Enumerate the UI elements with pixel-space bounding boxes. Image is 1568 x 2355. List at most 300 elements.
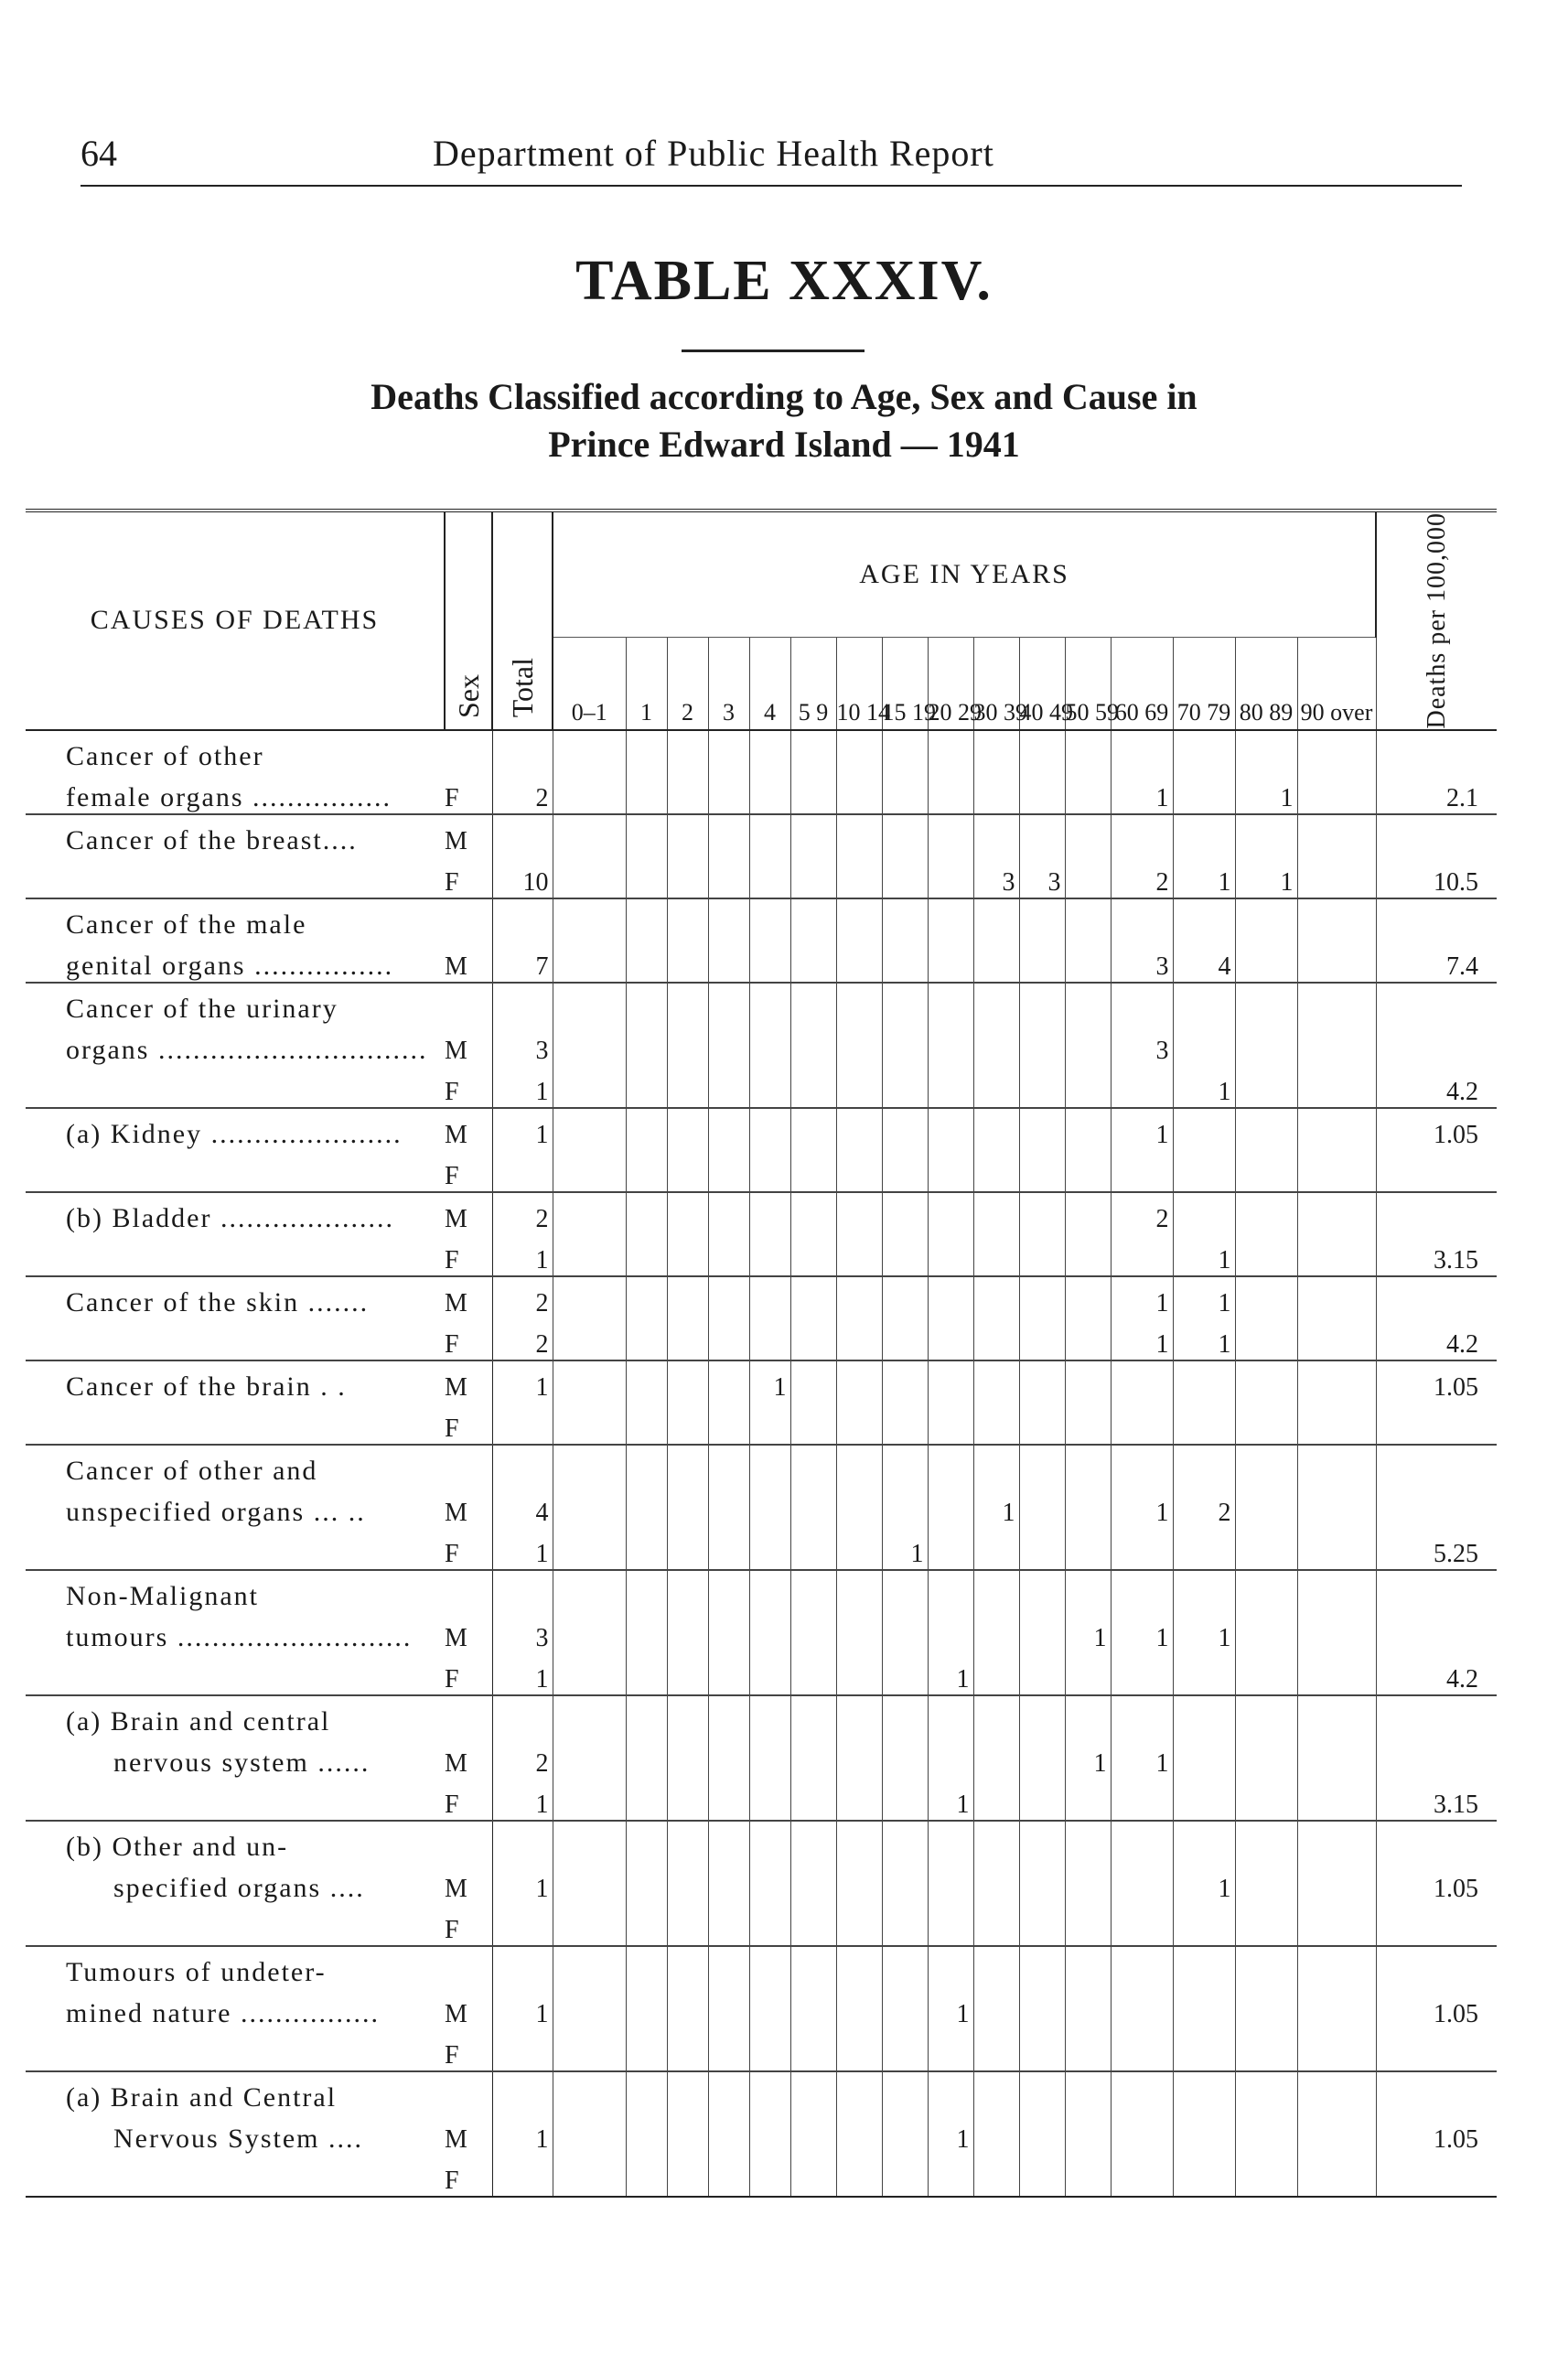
age-count-cell <box>1297 1066 1376 1108</box>
age-count-cell <box>1173 730 1235 772</box>
age-count-cell <box>1111 1821 1173 1863</box>
age-count-cell <box>626 2155 667 2197</box>
table-row <box>26 1904 1497 1946</box>
age-count-cell <box>1173 1946 1235 1988</box>
age-count-cell <box>553 1276 626 1318</box>
rate-cell: 10.5 <box>1434 867 1479 897</box>
age-count-cell <box>708 1403 749 1445</box>
sex-cell: M <box>445 2113 492 2155</box>
age-count-cell <box>882 1234 928 1276</box>
age-count-cell <box>1173 1988 1235 2029</box>
sex-cell: M <box>445 1108 492 1150</box>
age-count-cell <box>836 1570 882 1612</box>
age-count-cell <box>928 1863 973 1904</box>
age-count-cell <box>1297 814 1376 856</box>
age-count-cell <box>973 1653 1019 1695</box>
age-count-cell <box>708 1445 749 1487</box>
age-count-cell <box>1019 1946 1065 1988</box>
age-count-cell <box>973 1276 1019 1318</box>
total-cell: 2 <box>492 1318 553 1360</box>
age-count-cell <box>1173 1528 1235 1570</box>
table-row <box>26 2029 1497 2071</box>
age-count-cell <box>553 1988 626 2029</box>
age-count-cell: 1 <box>1065 1737 1111 1779</box>
age-count-cell <box>626 1360 667 1403</box>
age-count-cell <box>1235 1779 1297 1821</box>
age-count-cell <box>1297 1653 1376 1695</box>
age-count-cell <box>1235 1276 1297 1318</box>
age-count-cell <box>1235 1863 1297 1904</box>
age-count-cell <box>836 1863 882 1904</box>
age-count-cell <box>1297 1150 1376 1192</box>
age-count-cell <box>1235 983 1297 1025</box>
age-count-cell <box>708 1276 749 1318</box>
age-count-cell <box>667 1988 708 2029</box>
age-count-cell <box>1019 2113 1065 2155</box>
sex-cell <box>445 1695 492 1737</box>
age-count-cell <box>790 814 836 856</box>
age-count-cell: 1 <box>1235 772 1297 814</box>
age-count-cell: 1 <box>1111 1318 1173 1360</box>
age-count-cell <box>928 1108 973 1150</box>
age-count-cell <box>928 1528 973 1570</box>
age-count-cell <box>749 730 790 772</box>
age-count-cell <box>1065 2155 1111 2197</box>
age-count-cell <box>626 2071 667 2113</box>
deaths-per-100000-header: Deaths per 100,000 <box>1376 511 1497 730</box>
age-count-cell <box>749 1025 790 1066</box>
sex-cell: F <box>445 1779 492 1821</box>
table-row <box>26 1318 1497 1360</box>
age-count-cell <box>1173 1570 1235 1612</box>
age-count-cell <box>1019 1863 1065 1904</box>
age-count-cell <box>626 1946 667 1988</box>
age-count-cell <box>836 1234 882 1276</box>
age-count-cell <box>836 983 882 1025</box>
age-count-cell <box>836 941 882 983</box>
age-count-cell <box>667 1612 708 1653</box>
table-row <box>26 814 1497 856</box>
age-column-header: 30 39 <box>973 637 1019 729</box>
age-count-cell <box>1019 1234 1065 1276</box>
age-count-cell <box>973 1360 1019 1403</box>
sex-cell <box>445 983 492 1025</box>
age-count-cell <box>790 856 836 898</box>
age-count-cell <box>928 1025 973 1066</box>
title-rule <box>682 349 865 352</box>
age-count-cell <box>882 1821 928 1863</box>
age-count-cell: 1 <box>928 1653 973 1695</box>
age-count-cell: 1 <box>928 1988 973 2029</box>
age-count-cell <box>882 1737 928 1779</box>
age-count-cell <box>667 1445 708 1487</box>
age-count-cell <box>708 1066 749 1108</box>
age-count-cell <box>1173 1403 1235 1445</box>
age-count-cell <box>553 1821 626 1863</box>
age-count-cell <box>836 1779 882 1821</box>
age-count-cell <box>1297 1570 1376 1612</box>
table-row <box>26 1487 1497 1528</box>
age-count-cell <box>667 2071 708 2113</box>
age-count-cell <box>836 1904 882 1946</box>
age-count-cell <box>973 1946 1019 1988</box>
age-count-cell: 1 <box>749 1360 790 1403</box>
age-count-cell <box>973 1821 1019 1863</box>
age-count-cell <box>836 1276 882 1318</box>
age-count-cell <box>882 814 928 856</box>
rate-cell: 4.2 <box>1446 1077 1479 1106</box>
age-count-cell <box>973 1445 1019 1487</box>
age-count-cell <box>667 1318 708 1360</box>
age-count-cell <box>1297 1988 1376 2029</box>
age-count-cell <box>882 1695 928 1737</box>
sex-cell: F <box>445 1403 492 1445</box>
age-count-cell <box>749 1445 790 1487</box>
age-count-cell <box>1297 1445 1376 1487</box>
age-count-cell <box>1297 1487 1376 1528</box>
sex-cell <box>445 2071 492 2113</box>
age-count-cell <box>708 898 749 941</box>
age-count-cell <box>882 1988 928 2029</box>
age-count-cell <box>1111 1653 1173 1695</box>
age-count-cell <box>1111 1904 1173 1946</box>
age-count-cell <box>553 1946 626 1988</box>
sex-cell: F <box>445 856 492 898</box>
age-count-cell <box>790 2113 836 2155</box>
age-count-cell <box>1173 2113 1235 2155</box>
age-column-header: 1 <box>626 637 667 729</box>
age-count-cell: 2 <box>1111 1192 1173 1234</box>
age-count-cell <box>749 1653 790 1695</box>
age-group-header: AGE IN YEARS <box>553 511 1376 637</box>
age-count-cell <box>1019 1150 1065 1192</box>
age-count-cell <box>973 1904 1019 1946</box>
age-count-cell <box>836 856 882 898</box>
age-count-cell <box>882 2029 928 2071</box>
cause-cell: Cancer of the urinary <box>26 983 445 1025</box>
age-count-cell <box>1235 941 1297 983</box>
total-cell: 1 <box>492 1653 553 1695</box>
table-row <box>26 730 1497 772</box>
sex-cell: M <box>445 814 492 856</box>
age-count-cell <box>1065 1779 1111 1821</box>
age-count-cell <box>1065 1528 1111 1570</box>
age-count-cell <box>973 1863 1019 1904</box>
age-count-cell <box>1019 2155 1065 2197</box>
age-count-cell <box>836 1487 882 1528</box>
age-count-cell <box>1065 2071 1111 2113</box>
cause-cell: Cancer of the breast.... <box>26 814 445 856</box>
age-count-cell <box>790 1234 836 1276</box>
age-count-cell <box>1019 1653 1065 1695</box>
age-count-cell <box>1065 856 1111 898</box>
age-count-cell <box>1065 1108 1111 1150</box>
age-count-cell <box>973 1737 1019 1779</box>
age-count-cell <box>667 814 708 856</box>
age-count-cell <box>708 772 749 814</box>
age-count-cell <box>790 730 836 772</box>
age-count-cell <box>973 1988 1019 2029</box>
age-count-cell <box>1173 1737 1235 1779</box>
cause-cell: tumours ........................... <box>66 1621 413 1652</box>
cause-cell <box>26 1066 445 1108</box>
age-count-cell <box>667 1234 708 1276</box>
total-cell: 2 <box>492 1276 553 1318</box>
age-count-cell <box>882 983 928 1025</box>
sex-cell <box>445 1570 492 1612</box>
age-count-cell <box>553 1863 626 1904</box>
age-count-cell <box>1065 814 1111 856</box>
age-count-cell <box>973 1612 1019 1653</box>
rate-cell <box>1376 898 1497 941</box>
age-count-cell <box>708 1863 749 1904</box>
age-count-cell <box>836 1737 882 1779</box>
age-count-cell <box>790 1612 836 1653</box>
rate-cell <box>1376 1192 1497 1234</box>
age-count-cell <box>667 1150 708 1192</box>
sex-cell: M <box>445 1863 492 1904</box>
age-count-cell <box>1019 1066 1065 1108</box>
age-count-cell: 1 <box>1173 1612 1235 1653</box>
age-count-cell <box>1019 1904 1065 1946</box>
age-count-cell <box>708 1528 749 1570</box>
age-count-cell <box>1019 941 1065 983</box>
age-count-cell <box>928 983 973 1025</box>
age-count-cell <box>1297 941 1376 983</box>
age-count-cell <box>1111 2071 1173 2113</box>
age-count-cell <box>667 1904 708 1946</box>
age-count-cell <box>708 941 749 983</box>
age-count-cell <box>1111 1150 1173 1192</box>
sex-cell: F <box>445 1066 492 1108</box>
age-count-cell <box>1235 1445 1297 1487</box>
age-count-cell <box>708 1779 749 1821</box>
table-row <box>26 1612 1497 1653</box>
age-count-cell <box>973 2029 1019 2071</box>
age-count-cell <box>553 1234 626 1276</box>
age-count-cell <box>1235 1612 1297 1653</box>
age-count-cell <box>973 2113 1019 2155</box>
age-count-cell <box>790 1108 836 1150</box>
age-count-cell <box>928 1946 973 1988</box>
rate-cell <box>1376 1737 1497 1779</box>
table-row <box>26 1946 1497 1988</box>
age-column-header: 5 9 <box>790 637 836 729</box>
age-count-cell <box>836 1192 882 1234</box>
age-count-cell <box>882 1779 928 1821</box>
age-count-cell <box>1019 730 1065 772</box>
table-row <box>26 1108 1497 1150</box>
age-count-cell <box>882 941 928 983</box>
age-count-cell <box>790 941 836 983</box>
age-count-cell <box>708 2155 749 2197</box>
table-row <box>26 941 1497 983</box>
age-count-cell <box>1297 2155 1376 2197</box>
table-row <box>26 1066 1497 1108</box>
age-count-cell <box>626 1487 667 1528</box>
age-count-cell <box>973 814 1019 856</box>
age-count-cell <box>708 2029 749 2071</box>
age-count-cell <box>1235 2029 1297 2071</box>
age-count-cell <box>708 1108 749 1150</box>
age-count-cell: 3 <box>973 856 1019 898</box>
age-count-cell <box>1297 730 1376 772</box>
age-count-cell <box>928 1192 973 1234</box>
age-count-cell <box>1297 772 1376 814</box>
age-count-cell <box>1065 941 1111 983</box>
age-count-cell <box>1235 1904 1297 1946</box>
age-count-cell <box>1235 1108 1297 1150</box>
age-count-cell <box>1065 772 1111 814</box>
age-count-cell <box>749 1403 790 1445</box>
sex-cell <box>445 730 492 772</box>
rate-cell <box>1376 983 1497 1025</box>
table-row <box>26 1276 1497 1318</box>
cause-cell <box>26 1234 445 1276</box>
age-count-cell <box>973 1528 1019 1570</box>
total-header: Total <box>492 511 553 730</box>
age-count-cell <box>1065 1653 1111 1695</box>
age-count-cell: 1 <box>1111 1276 1173 1318</box>
age-count-cell <box>749 1234 790 1276</box>
age-count-cell <box>1297 1360 1376 1403</box>
age-count-cell <box>553 1318 626 1360</box>
age-count-cell <box>973 1779 1019 1821</box>
age-count-cell <box>1019 1445 1065 1487</box>
age-count-cell <box>708 1234 749 1276</box>
age-count-cell <box>626 1445 667 1487</box>
cause-cell: female organs ................ <box>66 781 392 812</box>
table-title: TABLE XXXIV. <box>575 250 993 312</box>
age-count-cell <box>1019 2029 1065 2071</box>
age-count-cell <box>749 772 790 814</box>
age-count-cell <box>553 1025 626 1066</box>
cause-cell <box>26 2029 445 2071</box>
age-count-cell <box>1173 1779 1235 1821</box>
age-count-cell <box>882 1025 928 1066</box>
table-row <box>26 2071 1497 2113</box>
age-count-cell <box>1111 814 1173 856</box>
age-count-cell <box>1111 898 1173 941</box>
age-count-cell <box>973 772 1019 814</box>
age-count-cell: 1 <box>1235 856 1297 898</box>
age-count-cell <box>882 1904 928 1946</box>
age-count-cell: 1 <box>1111 1612 1173 1653</box>
age-count-cell <box>928 1276 973 1318</box>
age-count-cell <box>553 1445 626 1487</box>
age-count-cell <box>749 1276 790 1318</box>
age-count-cell <box>553 898 626 941</box>
age-count-cell <box>708 983 749 1025</box>
sex-cell: M <box>445 1360 492 1403</box>
sex-cell: M <box>445 1988 492 2029</box>
rate-cell: 7.4 <box>1446 952 1479 981</box>
age-count-cell <box>1235 814 1297 856</box>
age-count-cell <box>626 1318 667 1360</box>
age-count-cell: 1 <box>1173 1066 1235 1108</box>
rate-cell: 4.2 <box>1446 1664 1479 1694</box>
age-count-cell <box>553 1695 626 1737</box>
age-count-cell <box>1019 2071 1065 2113</box>
age-count-cell <box>836 1653 882 1695</box>
age-count-cell: 1 <box>1173 1863 1235 1904</box>
age-count-cell <box>836 1695 882 1737</box>
rate-cell <box>1376 1445 1497 1487</box>
age-count-cell <box>1065 1066 1111 1108</box>
age-count-cell: 1 <box>928 1779 973 1821</box>
age-count-cell <box>836 730 882 772</box>
age-count-cell <box>708 1150 749 1192</box>
age-count-cell <box>1235 1403 1297 1445</box>
age-count-cell <box>1235 1192 1297 1234</box>
age-count-cell <box>749 2071 790 2113</box>
age-count-cell <box>790 1487 836 1528</box>
age-count-cell <box>973 1318 1019 1360</box>
table-row <box>26 1695 1497 1737</box>
age-count-cell <box>553 730 626 772</box>
age-column-header: 3 <box>708 637 749 729</box>
age-count-cell <box>790 1695 836 1737</box>
total-cell: 3 <box>492 1025 553 1066</box>
table-row <box>26 2113 1497 2155</box>
age-count-cell <box>553 1904 626 1946</box>
age-count-cell <box>1065 1318 1111 1360</box>
age-count-cell <box>1235 1821 1297 1863</box>
age-count-cell <box>928 941 973 983</box>
age-count-cell <box>626 1863 667 1904</box>
total-cell <box>492 1695 553 1737</box>
age-count-cell <box>626 941 667 983</box>
rate-cell <box>1376 1025 1497 1066</box>
age-count-cell <box>928 2029 973 2071</box>
age-count-cell <box>553 1108 626 1150</box>
cause-cell: genital organs ................ <box>66 950 394 981</box>
age-count-cell <box>1297 1192 1376 1234</box>
rate-cell <box>1376 730 1497 772</box>
age-count-cell <box>1235 1695 1297 1737</box>
age-count-cell <box>626 1570 667 1612</box>
age-count-cell: 1 <box>882 1528 928 1570</box>
table-row <box>26 2155 1497 2197</box>
age-count-cell <box>790 1318 836 1360</box>
age-count-cell <box>1111 1695 1173 1737</box>
age-count-cell <box>1019 1821 1065 1863</box>
age-count-cell <box>928 1150 973 1192</box>
age-count-cell <box>1235 1318 1297 1360</box>
cause-cell <box>26 1653 445 1695</box>
age-count-cell <box>1019 1695 1065 1737</box>
age-count-cell <box>553 1487 626 1528</box>
age-count-cell <box>626 1737 667 1779</box>
age-count-cell <box>667 2155 708 2197</box>
total-cell <box>492 1403 553 1445</box>
age-count-cell <box>928 1445 973 1487</box>
rate-cell: 3.15 <box>1434 1790 1479 1819</box>
sex-cell <box>445 1445 492 1487</box>
age-count-cell <box>1297 2113 1376 2155</box>
age-count-cell <box>882 1653 928 1695</box>
age-count-cell <box>553 1528 626 1570</box>
cause-cell <box>26 1904 445 1946</box>
rate-cell <box>1376 1570 1497 1612</box>
age-count-cell <box>553 1150 626 1192</box>
age-count-cell: 1 <box>973 1487 1019 1528</box>
rate-cell: 1.05 <box>1434 2124 1479 2154</box>
age-count-cell <box>790 1946 836 1988</box>
age-count-cell: 1 <box>1111 1487 1173 1528</box>
age-count-cell <box>749 898 790 941</box>
age-count-cell <box>667 1737 708 1779</box>
